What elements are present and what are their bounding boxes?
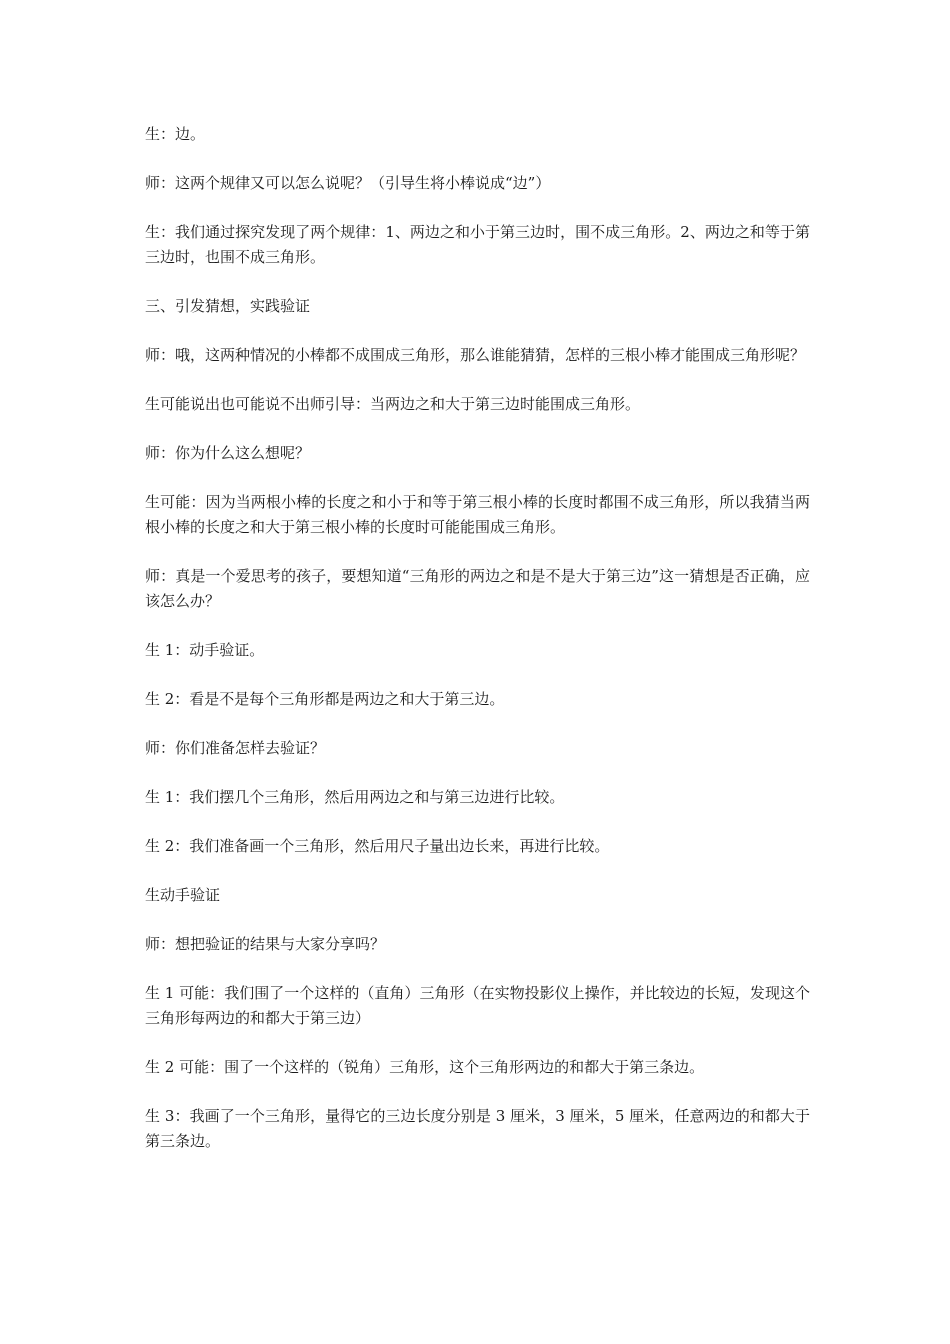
paragraph: 生动手验证	[145, 886, 221, 904]
paragraph: 生：我们通过探究发现了两个规律：1、两边之和小于第三边时，围不成三角形。2、两边之和等于第三边时，也围不成三角形。	[145, 223, 810, 266]
paragraph: 生 1：我们摆几个三角形，然后用两边之和与第三边进行比较。	[145, 788, 565, 806]
paragraph: 生可能：因为当两根小棒的长度之和小于和等于第三根小棒的长度时都围不成三角形，所以我猜当两根小棒的长度之和大于第三根小棒的长度时可能能围成三角形。	[145, 493, 810, 536]
paragraph: 师：你们准备怎样去验证？	[145, 739, 326, 757]
paragraph: 生 1：动手验证。	[145, 641, 265, 659]
paragraph: 生 2：看是不是每个三角形都是两边之和大于第三边。	[145, 690, 505, 708]
paragraph: 师：哦，这两种情况的小棒都不成围成三角形，那么谁能猜猜，怎样的三根小棒才能围成三角形呢？	[145, 346, 806, 364]
paragraph: 生：边。	[145, 125, 206, 143]
paragraph: 师：你为什么这么想呢？	[145, 444, 311, 462]
paragraph: 生 2：我们准备画一个三角形，然后用尺子量出边长来，再进行比较。	[145, 837, 610, 855]
paragraph: 师：真是一个爱思考的孩子，要想知道“三角形的两边之和是不是大于第三边”这一猜想是否正确，应该怎么办？	[145, 567, 810, 610]
document-body	[145, 122, 810, 1178]
section-heading: 三、引发猜想，实践验证	[145, 297, 311, 315]
paragraph: 师：这两个规律又可以怎么说呢？（引导生将小棒说成“边”）	[145, 174, 551, 192]
paragraph: 生 1 可能：我们围了一个这样的（直角）三角形（在实物投影仪上操作，并比较边的长短，发现这个三角形每两边的和都大于第三边）	[145, 984, 810, 1027]
paragraph: 生可能说出也可能说不出师引导：当两边之和大于第三边时能围成三角形。	[145, 395, 641, 413]
paragraph: 生 2 可能：围了一个这样的（锐角）三角形，这个三角形两边的和都大于第三条边。	[145, 1058, 705, 1076]
paragraph: 生 3：我画了一个三角形，量得它的三边长度分别是 3 厘米，3 厘米，5 厘米，任意两边的和都大于第三条边。	[145, 1107, 810, 1150]
paragraph: 师：想把验证的结果与大家分享吗？	[145, 935, 386, 953]
